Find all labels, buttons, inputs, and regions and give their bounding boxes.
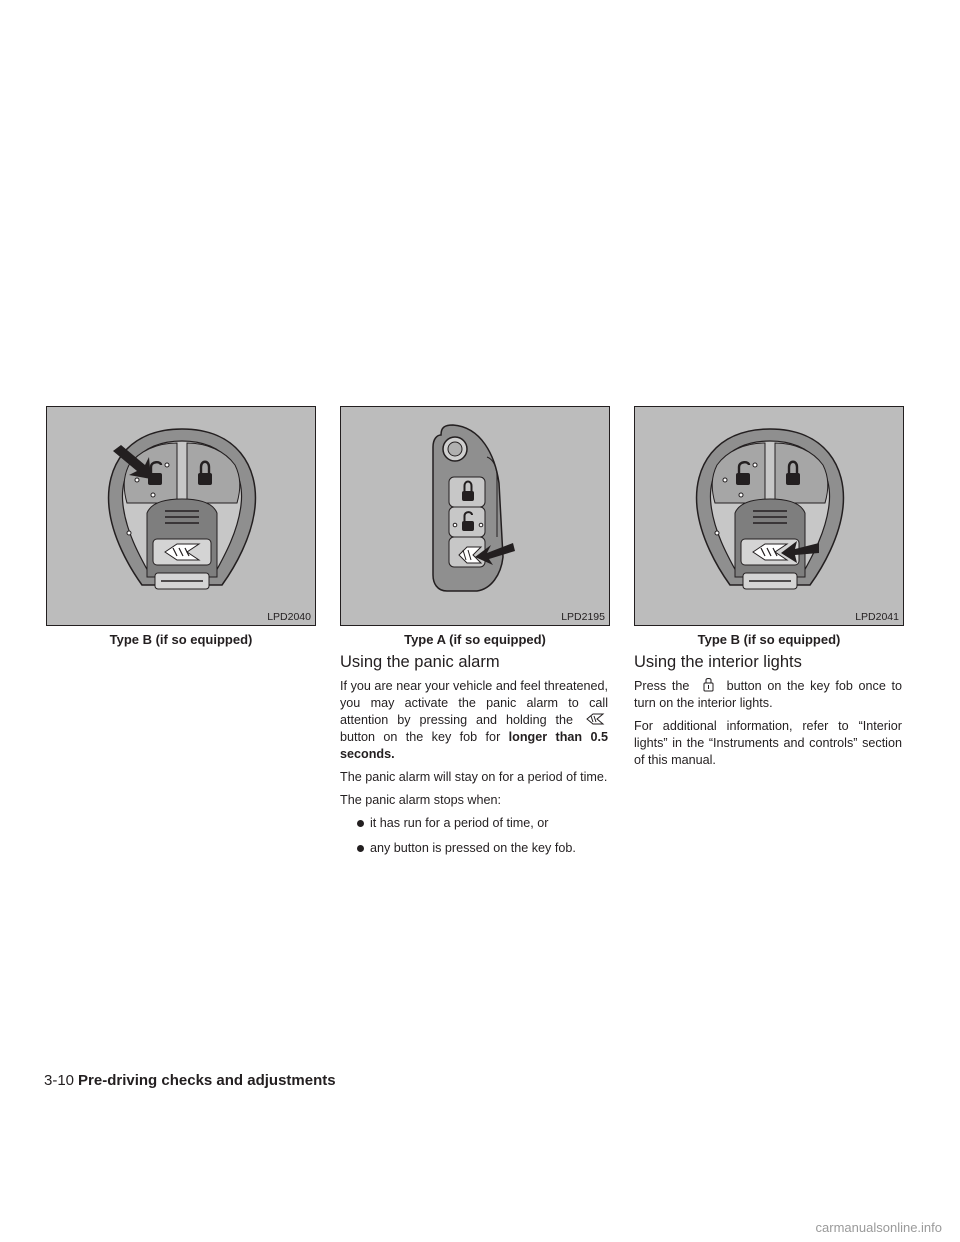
figure-type-a-panic: [340, 406, 610, 626]
section-heading: Using the panic alarm: [340, 653, 500, 671]
panic-alarm-icon: [584, 712, 606, 726]
section-heading: Using the interior lights: [634, 653, 802, 671]
figure-caption: Type B (if so equipped): [109, 632, 253, 647]
key-fob-type-b-illustration: [47, 407, 316, 626]
figure-code: LPD2195: [561, 611, 605, 623]
figure-type-b-interior: [634, 406, 904, 626]
panic-stop-list: [340, 815, 608, 857]
figure-caption: Type B (if so equipped): [697, 632, 841, 647]
page-footer: [44, 1072, 336, 1089]
watermark: carmanualsonline.info: [815, 1220, 942, 1235]
panic-paragraph-3: The panic alarm stops when:: [340, 793, 502, 807]
figure-code: LPD2040: [267, 611, 311, 623]
key-ring-icon: [443, 437, 467, 461]
figure-code: LPD2041: [855, 611, 899, 623]
page-number: 3-10: [44, 1072, 75, 1089]
panic-alarm-section: [340, 652, 608, 865]
figure-type-b-unlock: [46, 406, 316, 626]
interior-light-icon: [697, 678, 719, 692]
key-fob-type-b-illustration: [635, 407, 904, 626]
interior-paragraph-1: Press the button on the key fob once to turn on the interior lights.: [634, 679, 903, 710]
list-item: any button is pressed on the key fob.: [340, 840, 608, 857]
panic-paragraph-2: The panic alarm will stay on for a period of time.: [340, 770, 608, 784]
figure-caption: Type A (if so equipped): [404, 632, 546, 647]
list-item: it has run for a period of time, or: [340, 815, 608, 832]
panic-paragraph-1: If you are near your vehicle and feel threatened, you may activate the panic alarm to call attention by pressing and holding the button on the key fob for longer than 0.5 seconds.: [340, 679, 609, 761]
interior-lights-section: [634, 652, 902, 775]
key-fob-type-a-illustration: [341, 407, 610, 626]
section-title: Pre-driving checks and adjustments: [78, 1072, 336, 1089]
interior-paragraph-2: For additional information, refer to “Interior lights” in the “Instruments and controls” section of this manual.: [634, 719, 902, 767]
